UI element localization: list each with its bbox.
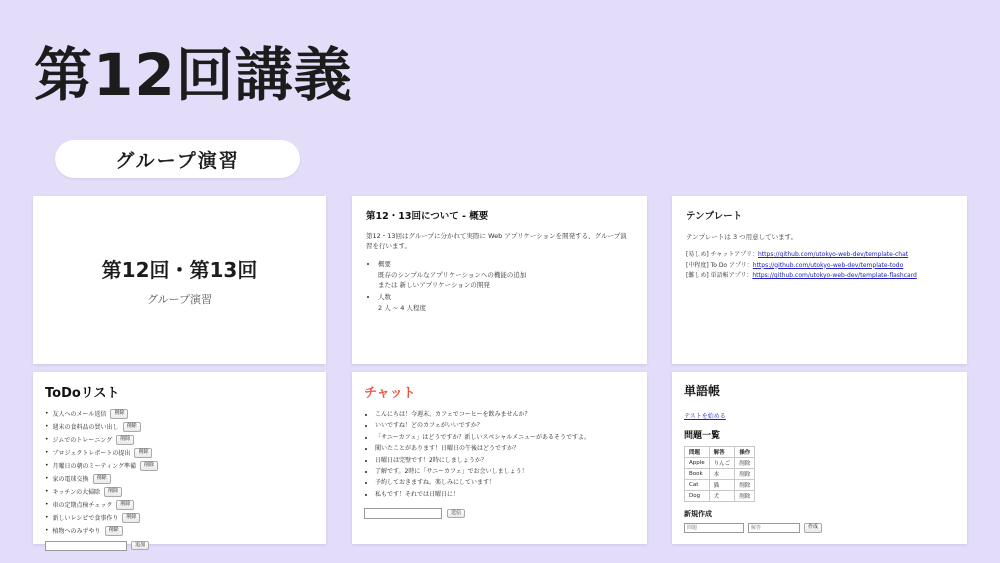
todo-item-label: 車の定期点検チェック [52, 502, 113, 510]
list-item: • 聞いたことがあります！日曜日の午後はどうですか？ [375, 443, 635, 454]
cell-question: Dog [685, 491, 710, 502]
cell-question: Cat [685, 480, 710, 491]
overview-item-label: 概要 [378, 260, 391, 269]
bullet-icon: • [45, 527, 49, 535]
todo-item-label: 植物へのみずやり [52, 528, 101, 536]
cell-question: Book [685, 469, 710, 480]
chat-send-button[interactable]: 送信 [447, 509, 465, 519]
flashcard-list-title: 問題一覧 [684, 431, 721, 441]
template-link-prefix: [易しめ] チャットアプリ： [686, 251, 758, 258]
list-item: • 予約しておきますね。楽しみにしています！ [375, 477, 635, 488]
list-item: • 日曜日は完璧です！2時にしましょうか？ [375, 455, 635, 466]
todo-delete-button[interactable]: 削除 [122, 513, 140, 523]
bullet-icon: • [45, 488, 49, 496]
flashcard-question-input[interactable] [684, 523, 744, 533]
todo-delete-button[interactable]: 削除 [93, 474, 111, 484]
bullet-icon: • [45, 423, 49, 431]
todo-delete-button[interactable]: 削除 [116, 500, 134, 510]
title-slide-heading: 第12回・第13回 [101, 257, 258, 282]
list-item [45, 448, 314, 458]
todo-item-label: 家の電球交換 [52, 476, 89, 484]
overview-item-sub2: または 新しいアプリケーションの開発 [378, 280, 490, 289]
flashcard-answer-input[interactable] [748, 523, 800, 533]
card-todo-app [33, 372, 326, 548]
template-link-todo[interactable]: https://github.com/utokyo-web-dev/template-todo [752, 261, 904, 269]
section-badge: グループ演習 [55, 140, 300, 178]
list-item [45, 435, 314, 445]
template-title: テンプレート [686, 211, 743, 222]
template-link-row [686, 271, 953, 282]
list-item [45, 487, 314, 497]
flashcard-create-button[interactable]: 作成 [804, 523, 822, 533]
list-item [45, 526, 314, 536]
cell-action[interactable]: 削除 [735, 469, 755, 480]
list-item: • いいですね！どのカフェがいいですか？ [375, 420, 635, 431]
template-link-prefix: [難しめ] 単語帳アプリ： [686, 272, 753, 279]
overview-item-label: 人数 [378, 293, 391, 302]
column-header-question: 問題 [685, 447, 710, 458]
chat-message-list [364, 409, 635, 500]
page-title: 第12回講義 [34, 41, 353, 109]
card-flashcard-app [672, 372, 967, 544]
card-chat-app [352, 372, 647, 544]
list-item: • 了解です。2時に「サニーカフェ」でお会いしましょう！ [375, 466, 635, 477]
template-body: テンプレートは 3 つ用意しています。 [686, 233, 798, 241]
cell-action[interactable]: 削除 [735, 480, 755, 491]
todo-add-button[interactable]: 追加 [131, 541, 149, 551]
list-item [45, 474, 314, 484]
template-link-row [686, 250, 953, 261]
cell-question: Apple [685, 458, 710, 469]
table-header-row [685, 447, 755, 458]
cell-answer: 猫 [709, 480, 735, 491]
list-item [378, 292, 633, 313]
flashcard-start-test-link[interactable]: テストを始める [684, 413, 726, 420]
card-template [672, 196, 967, 364]
column-header-action: 操作 [735, 447, 755, 458]
todo-item-label: プロジェクトレポートの提出 [52, 450, 131, 458]
cell-answer: 犬 [709, 491, 735, 502]
todo-title: ToDoリスト [45, 386, 120, 401]
chat-input-row [364, 508, 635, 519]
todo-add-row [45, 541, 314, 551]
template-link-chat[interactable]: https://github.com/utokyo-web-dev/template-chat [758, 251, 909, 258]
todo-item-label: キッチンの大掃除 [52, 489, 101, 497]
todo-item-label: 月曜日の朝のミーティング準備 [52, 463, 136, 471]
list-item [45, 409, 314, 419]
chat-message-input[interactable] [364, 508, 442, 519]
todo-delete-button[interactable]: 削除 [105, 526, 123, 536]
template-link-row [686, 261, 953, 272]
list-item: • こんにちは！今週末、カフェでコーヒーを飲みませんか？ [375, 409, 635, 420]
todo-delete-button[interactable]: 削除 [140, 461, 158, 471]
todo-new-input[interactable] [45, 541, 127, 551]
flashcard-new-row [684, 523, 955, 533]
title-slide-subheading: グループ演習 [146, 292, 213, 306]
overview-item-sub1: 既存のシンプルなアプリケーションへの機能の追加 [378, 270, 527, 279]
bullet-icon: • [45, 410, 49, 418]
table-row [685, 480, 755, 491]
overview-body: 第12・13回はグループに分かれて実際に Web アプリケーションを開発する、グループ演習を行います。 [366, 232, 627, 251]
overview-title: 第12・13回について - 概要 [366, 211, 489, 222]
list-item [45, 513, 314, 523]
table-row [685, 469, 755, 480]
list-item [45, 461, 314, 471]
list-item: • 「サニーカフェ」はどうですか？新しいスペシャルメニューがあるそうですよ。 [375, 432, 635, 443]
todo-item-label: 友人へのメール返信 [52, 411, 107, 419]
bullet-icon: • [45, 514, 49, 522]
todo-list [45, 409, 314, 536]
flashcard-table [684, 446, 755, 502]
card-overview [352, 196, 647, 364]
chat-title: チャット [364, 386, 416, 401]
template-link-prefix: [中程度] To Do アプリ： [686, 261, 753, 269]
list-item [45, 422, 314, 432]
overview-list [366, 259, 633, 313]
bullet-icon: • [45, 475, 49, 483]
template-link-flashcard[interactable]: https://github.com/utokyo-web-dev/template-flashcard [752, 272, 917, 279]
list-item [378, 259, 633, 290]
todo-delete-button[interactable]: 削除 [110, 409, 128, 419]
bullet-icon: • [45, 501, 49, 509]
bullet-icon: • [45, 449, 49, 457]
cell-action[interactable]: 削除 [735, 491, 755, 502]
todo-delete-button[interactable]: 削除 [116, 435, 134, 445]
todo-item-label: ジムでのトレーニング [52, 437, 113, 445]
cell-answer: 本 [709, 469, 735, 480]
bullet-icon: • [45, 436, 49, 444]
overview-item-sub1: 2 人 ~ 4 人程度 [378, 303, 426, 312]
list-item: • 私もです！それでは日曜日に！ [375, 489, 635, 500]
todo-item-label: 新しいレシピで食事作り [52, 515, 119, 523]
todo-delete-button[interactable]: 削除 [104, 487, 122, 497]
list-item [45, 500, 314, 510]
column-header-answer: 解答 [709, 447, 735, 458]
flashcard-new-title: 新規作成 [684, 510, 712, 518]
todo-item-label: 週末の食料品の買い出し [52, 424, 119, 432]
table-row [685, 491, 755, 502]
todo-delete-button[interactable]: 削除 [123, 422, 141, 432]
todo-delete-button[interactable]: 削除 [134, 448, 152, 458]
cell-action[interactable]: 削除 [735, 458, 755, 469]
flashcard-title: 単語帳 [684, 384, 721, 398]
table-row [685, 458, 755, 469]
cell-answer: りんご [709, 458, 735, 469]
card-title-slide [33, 196, 326, 364]
bullet-icon: • [45, 462, 49, 470]
